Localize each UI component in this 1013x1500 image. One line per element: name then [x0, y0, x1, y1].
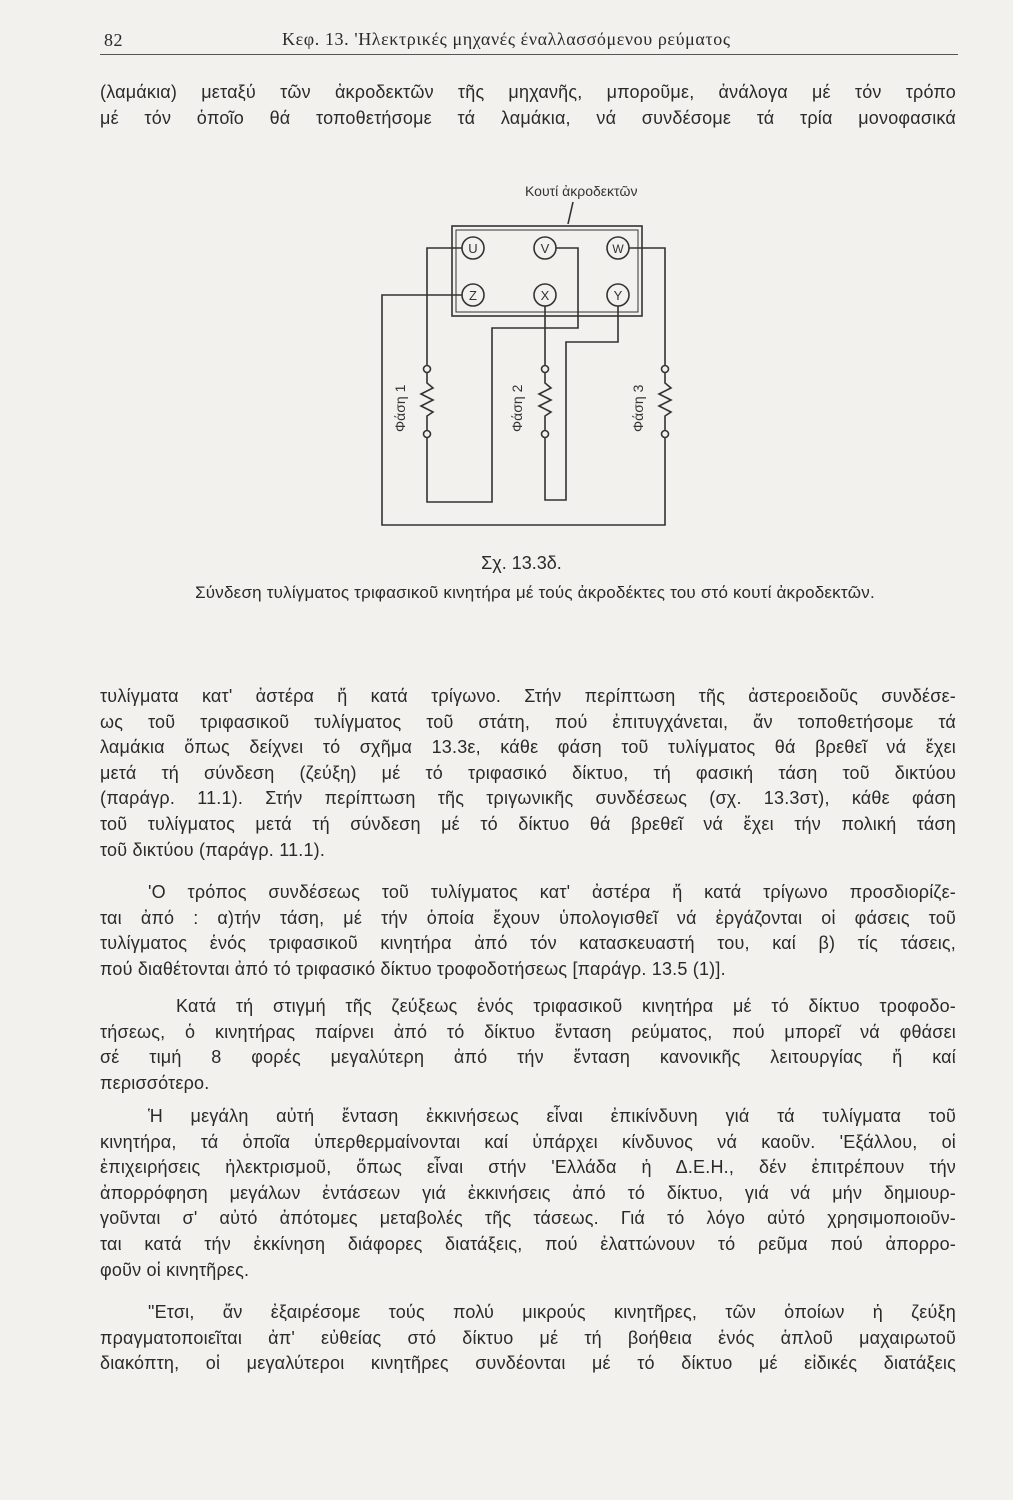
terminal-row-bottom	[462, 284, 629, 306]
text-line: γοῦνται σ' αὐτό ἀπότομες μεταβολές τῆς τάσεως. Γιά τό λόγο αὐτό χρησιμοποιοῦν-	[100, 1208, 956, 1229]
page-number: 82	[104, 30, 123, 50]
text-line: τυλίγματος ἑνός τριφασικοῦ κινητήρα ἀπό τόν κατασκευαστή του, καί β) τίς τάσεις,	[100, 933, 956, 954]
text-line: τοῦ τυλίγματος μετά τή σύνδεση μέ τό δίκτυο θά βρεθεῖ νά ἔχει τήν πολική τάση	[100, 813, 956, 834]
text-line: 'Ο τρόπος συνδέσεως τοῦ τυλίγματος κατ' ἀστέρα ἤ κατά τρίγωνο προσδιορίζε-	[148, 882, 956, 902]
terminal-y-label: Y	[613, 288, 623, 303]
text-line: περισσότερο.	[100, 1072, 210, 1093]
terminal-u-label: U	[468, 241, 478, 256]
text-line: μέ τόν ὁποῖο θά τοποθετήσομε τά λαμάκια, νά συνδέσομε τά τρία μονοφασικά	[100, 107, 956, 128]
text-line: λαμάκια ὅπως δείχνει τό σχῆμα 13.3ε, κάθε φάση τοῦ τυλίγματος θά βρεθεῖ νά ἔχει	[100, 737, 956, 758]
text-line: τυλίγματα κατ' ἀστέρα ἤ κατά τρίγωνο. Στήν περίπτωση τῆς ἀστεροειδοῦς συνδέσε-	[100, 686, 956, 706]
box-label: Κουτί ἀκροδεκτῶν	[525, 183, 638, 199]
wire-x-phase1	[427, 306, 545, 502]
wire-v-phase2	[545, 248, 578, 365]
intro-paragraph	[100, 80, 956, 131]
phase-3-label: Φάση 3	[630, 384, 646, 432]
text-line: ἐπιχειρήσεις ἠλεκτρισμοῦ, ὅπως εἶναι στήν 'Ελλάδα ἡ Δ.Ε.Η., δέν ἐπιτρέπουν τήν	[100, 1157, 956, 1178]
paragraph-2	[100, 880, 956, 982]
text-line: σέ τιμή 8 φορές μεγαλύτερη ἀπό τήν ἔνταση κανονικῆς λειτουργίας ἤ καί	[100, 1047, 956, 1068]
header-rule	[100, 54, 958, 55]
text-line: μετά τή σύνδεση (ζεύξη) μέ τό τριφασικό δίκτυο, τή φασική τάση τοῦ δικτύου	[100, 762, 956, 783]
text-line: τήσεως, ὁ κινητήρας παίρνει ἀπό τό δίκτυο ἔνταση ρεύματος, πού μπορεῖ νά φθάσει	[100, 1021, 956, 1042]
phase-2-winding	[509, 366, 551, 438]
figure-caption: Σύνδεση τυλίγματος τριφασικοῦ κινητήρα μέ τούς ἀκροδέκτες του στό κουτί ἀκροδεκτῶν.	[195, 583, 875, 602]
paragraph-3	[100, 994, 956, 1096]
paragraph-4	[100, 1104, 956, 1283]
paragraph-5	[100, 1300, 956, 1377]
running-head: Κεφ. 13. 'Ηλεκτρικές μηχανές έναλλασσόμενου ρεύματος	[282, 29, 731, 49]
terminal-x-label: X	[540, 288, 550, 303]
phase-1-winding	[392, 366, 433, 438]
terminal-z-label: Z	[469, 288, 477, 303]
figure-number: Σχ. 13.3δ.	[481, 553, 562, 573]
terminal-v-label: V	[540, 241, 550, 256]
text-line: ται κατά τήν ἐκκίνηση διάφορες διατάξεις, πού ἐλαττώνουν τό ρεῦμα πού ἀπορρο-	[100, 1233, 956, 1254]
text-line: "Ετσι, ἄν ἐξαιρέσομε τούς πολύ μικρούς κινητῆρες, τῶν ὁποίων ἡ ζεύξη	[148, 1302, 956, 1322]
text-line: κινητήρα, τά ὁποῖα ὑπερθερμαίνονται καί ὑπάρχει κίνδυνος νά καοῦν. 'Εξάλλου, οἱ	[100, 1131, 956, 1152]
text-line: διακόπτη, οἱ μεγαλύτεροι κινητῆρες συνδέονται μέ τό δίκτυο μέ εἰδικές διατάξεις	[100, 1353, 956, 1374]
text-line: ως τοῦ τριφασικοῦ τυλίγματος τοῦ στάτη, πού ἐπιτυγχάνεται, ἄν τοποθετήσομε τά	[100, 711, 956, 732]
paragraph-1	[100, 684, 956, 863]
text-line: Ἡ μεγάλη αὐτή ἔνταση ἐκκινήσεως εἶναι ἐπικίνδυνη γιά τά τυλίγματα τοῦ	[148, 1106, 956, 1126]
text-line: (παράγρ. 11.1). Στήν περίπτωση τῆς τριγωνικῆς συνδέσεως (σχ. 13.3στ), κάθε φάση	[100, 788, 956, 809]
text-line: (λαμάκια) μεταξύ τῶν ἀκροδεκτῶν τῆς μηχανῆς, μποροῦμε, ἀνάλογα μέ τόν τρόπο	[100, 82, 956, 102]
wire-u-phase1	[427, 248, 462, 365]
phase-2-label: Φάση 2	[509, 384, 525, 432]
phase-1-label: Φάση 1	[392, 384, 408, 432]
text-line: Κατά τή στιγμή τῆς ζεύξεως ἑνός τριφασικοῦ κινητήρα μέ τό δίκτυο τροφοδο-	[176, 996, 956, 1016]
box-label-arrow	[568, 202, 573, 224]
text-line: πού διαθέτονται ἀπό τό τριφασικό δίκτυο τροφοδοτήσεως [παράγρ. 13.5 (1)].	[100, 958, 726, 979]
phase-3-winding	[630, 366, 671, 438]
text-line: φοῦν οἱ κινητῆρες.	[100, 1259, 250, 1280]
text-line: ται ἀπό : α)τήν τάση, μέ τήν ὁποία ἔχουν ὑπολογισθεῖ νά ἐργάζονται οἱ φάσεις τοῦ	[100, 907, 956, 928]
wire-y-phase2	[545, 306, 618, 500]
text-line: πραγματοποιεῖται ἀπ' εὐθείας στό δίκτυο μέ τή βοήθεια ἑνός ἁπλοῦ μαχαιρωτοῦ	[100, 1327, 956, 1348]
text-line: τοῦ δικτύου (παράγρ. 11.1).	[100, 839, 326, 860]
text-line: ἀπορρόφηση μεγάλων ἐντάσεων γιά ἐκκινήσεις ἀπό τό δίκτυο, γιά νά μήν δημιουρ-	[100, 1182, 956, 1203]
terminal-box-diagram	[370, 180, 690, 530]
terminal-w-label: W	[612, 242, 624, 256]
terminal-row-top	[462, 237, 629, 259]
wire-w-phase3	[629, 248, 665, 365]
